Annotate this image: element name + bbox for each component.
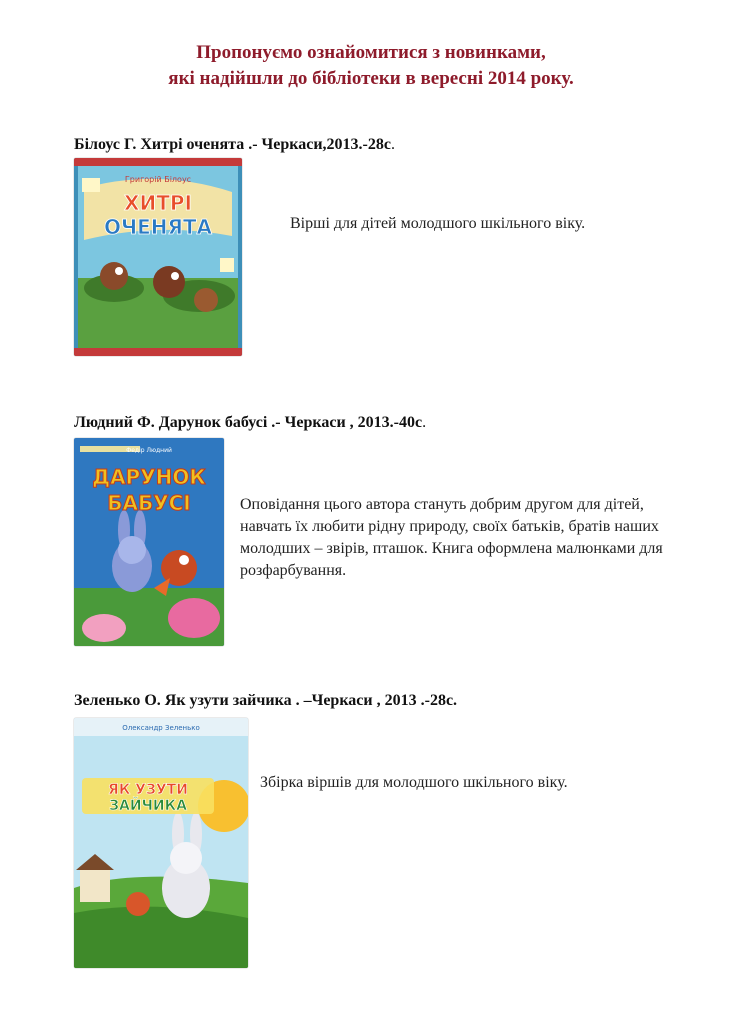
book-2-title: [74, 414, 426, 432]
heading-line-2: які надійшли до бібліотеки в вересні 2014 року.: [168, 68, 574, 89]
book-1-description: Вірші для дітей молодшого шкільного віку.: [290, 215, 586, 232]
book-1-cover: [74, 158, 242, 356]
book-1-cover-illustration: [74, 158, 242, 356]
book-3-cover-illustration: [74, 718, 248, 968]
book-1-title: [74, 136, 395, 154]
book-2-title-text: Людний Ф. Дарунок бабусі .- Черкаси , 2013.-40с: [74, 414, 423, 431]
book-1-cover-author: Григорій Білоус: [124, 175, 192, 184]
page-heading: [0, 40, 742, 92]
book-2-cover: [74, 438, 224, 646]
book-1-title-text: Білоус Г. Хитрі оченята .- Черкаси,2013.-28с: [74, 136, 391, 153]
book-3-cover-title-2: ЗАЙЧИКА: [109, 798, 187, 814]
book-2-title-tail: .: [422, 414, 427, 431]
book-2-cover-author: Федір Людний: [126, 447, 172, 454]
book-3-description: Збірка віршів для молодшого шкільного віку.: [260, 774, 568, 791]
book-3-cover-author: Олександр Зеленько: [122, 724, 200, 732]
book-1-cover-title-2: ОЧЕНЯТА: [103, 215, 213, 239]
book-3-cover-title-1: ЯК УЗУТИ: [108, 782, 188, 798]
book-2-cover-title-1: ДАРУНОК: [92, 465, 206, 489]
book-2-description: Оповідання цього автора стануть добрим другом для дітей, навчать їх любити рідну природу, своїх батьків, братів наших молодших – звірів, пташок. Книга оформлена малюнками для розфарбування.: [240, 496, 663, 579]
heading-line-1: Пропонуємо ознайомитися з новинками,: [196, 42, 546, 63]
book-3-title-text: Зеленько О. Як узути зайчика . –Черкаси , 2013 .-28с.: [74, 692, 458, 709]
book-1-title-tail: .: [390, 136, 395, 153]
book-2-cover-illustration: [74, 438, 224, 646]
book-3-title: [74, 692, 457, 710]
book-3-cover: [74, 718, 248, 968]
book-1-cover-title-1: ХИТРІ: [124, 191, 192, 215]
book-2-cover-title-2: БАБУСІ: [107, 491, 191, 515]
